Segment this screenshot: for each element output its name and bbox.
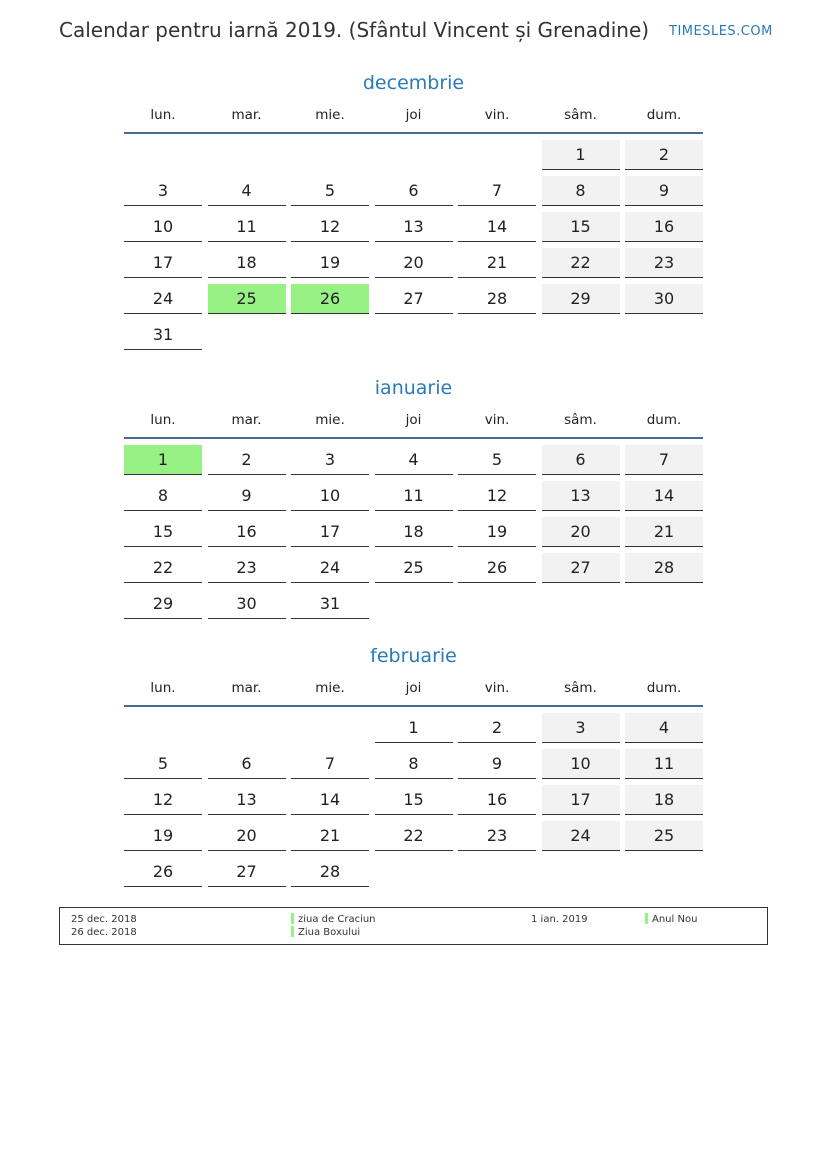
day-cell: 26 <box>458 553 536 583</box>
weekday-label: sâm. <box>564 412 597 428</box>
weekday-header <box>124 677 703 707</box>
day-cell: 14 <box>625 481 703 511</box>
day-cell: 30 <box>208 589 286 619</box>
day-cell: 6 <box>375 176 453 206</box>
month-name: decembrie <box>362 72 465 94</box>
day-cell: 4 <box>208 176 286 206</box>
day-cell: 21 <box>458 248 536 278</box>
weekday-label: mar. <box>231 680 262 696</box>
day-cell: 17 <box>291 517 369 547</box>
month-name: februarie <box>370 645 457 667</box>
day-cell: 29 <box>124 589 202 619</box>
day-cell: 28 <box>625 553 703 583</box>
day-cell: 13 <box>542 481 620 511</box>
day-cell: 10 <box>124 212 202 242</box>
day-cell: 8 <box>124 481 202 511</box>
day-cell: 31 <box>124 320 202 350</box>
month-0 <box>124 70 703 344</box>
weekday-label: vin. <box>484 412 510 428</box>
day-cell: 6 <box>542 445 620 475</box>
weekday-label: vin. <box>484 680 510 696</box>
brand-link[interactable]: TIMESLES.COM <box>669 24 773 39</box>
holiday-marker <box>645 913 648 924</box>
day-cell: 15 <box>375 785 453 815</box>
day-cell: 3 <box>291 445 369 475</box>
day-cell: 28 <box>291 857 369 887</box>
day-cell: 9 <box>208 481 286 511</box>
weekday-header <box>124 409 703 439</box>
day-cell: 15 <box>542 212 620 242</box>
day-cell: 18 <box>375 517 453 547</box>
weekday-label: joi <box>405 680 422 696</box>
day-cell: 14 <box>291 785 369 815</box>
day-cell: 7 <box>291 749 369 779</box>
day-cell: 23 <box>625 248 703 278</box>
day-cell: 16 <box>208 517 286 547</box>
day-cell: 17 <box>124 248 202 278</box>
day-cell: 11 <box>375 481 453 511</box>
day-cell: 24 <box>291 553 369 583</box>
day-cell: 2 <box>208 445 286 475</box>
legend-date-2: 26 dec. 2018 <box>71 927 137 938</box>
weekday-label: mie. <box>315 680 345 696</box>
day-cell: 6 <box>208 749 286 779</box>
holiday-marker <box>291 913 294 924</box>
weekday-label: mie. <box>315 107 345 123</box>
day-cell: 1 <box>542 140 620 170</box>
day-cell: 2 <box>458 713 536 743</box>
day-cell: 13 <box>375 212 453 242</box>
month-1 <box>124 375 703 613</box>
day-cell: 22 <box>124 553 202 583</box>
day-cell: 20 <box>375 248 453 278</box>
weekday-label: lun. <box>150 107 176 123</box>
legend-name-text: Anul Nou <box>652 914 698 925</box>
day-cell: 9 <box>625 176 703 206</box>
weekday-label: dum. <box>646 107 682 123</box>
day-cell: 12 <box>291 212 369 242</box>
day-cell: 21 <box>625 517 703 547</box>
legend-name-3 <box>645 913 697 926</box>
day-cell: 28 <box>458 284 536 314</box>
month-name: ianuarie <box>374 377 453 399</box>
day-cell: 1 <box>124 445 202 475</box>
weekday-label: sâm. <box>564 107 597 123</box>
day-cell: 9 <box>458 749 536 779</box>
day-cell: 13 <box>208 785 286 815</box>
day-cell: 3 <box>542 713 620 743</box>
day-cell: 5 <box>124 749 202 779</box>
weekday-label: mar. <box>231 412 262 428</box>
day-cell: 18 <box>208 248 286 278</box>
day-cell: 27 <box>375 284 453 314</box>
day-cell: 4 <box>375 445 453 475</box>
day-cell: 18 <box>625 785 703 815</box>
legend-name-text: ziua de Craciun <box>298 914 376 925</box>
day-cell: 19 <box>124 821 202 851</box>
day-cell: 12 <box>124 785 202 815</box>
day-cell: 10 <box>291 481 369 511</box>
day-cell: 11 <box>625 749 703 779</box>
legend-name-1 <box>291 913 376 926</box>
weekday-label: joi <box>405 107 422 123</box>
day-cell: 19 <box>291 248 369 278</box>
day-cell: 3 <box>124 176 202 206</box>
day-cell: 26 <box>124 857 202 887</box>
day-cell: 20 <box>542 517 620 547</box>
day-cell: 7 <box>458 176 536 206</box>
day-cell: 26 <box>291 284 369 314</box>
day-cell: 10 <box>542 749 620 779</box>
weekday-label: mie. <box>315 412 345 428</box>
day-cell: 7 <box>625 445 703 475</box>
day-cell: 29 <box>542 284 620 314</box>
weekday-label: dum. <box>646 680 682 696</box>
weekday-label: vin. <box>484 107 510 123</box>
weekday-label: lun. <box>150 680 176 696</box>
day-cell: 19 <box>458 517 536 547</box>
legend-date-3: 1 ian. 2019 <box>531 914 588 925</box>
day-cell: 12 <box>458 481 536 511</box>
holiday-marker <box>291 926 294 937</box>
day-cell: 27 <box>208 857 286 887</box>
weekday-label: dum. <box>646 412 682 428</box>
day-cell: 25 <box>208 284 286 314</box>
day-cell: 24 <box>542 821 620 851</box>
day-cell: 25 <box>625 821 703 851</box>
day-cell: 22 <box>375 821 453 851</box>
weekday-label: mar. <box>231 107 262 123</box>
day-cell: 15 <box>124 517 202 547</box>
day-cell: 8 <box>375 749 453 779</box>
day-cell: 8 <box>542 176 620 206</box>
day-cell: 2 <box>625 140 703 170</box>
day-cell: 16 <box>625 212 703 242</box>
day-cell: 20 <box>208 821 286 851</box>
weekday-label: sâm. <box>564 680 597 696</box>
day-cell: 25 <box>375 553 453 583</box>
day-cell: 5 <box>458 445 536 475</box>
day-cell: 14 <box>458 212 536 242</box>
day-cell: 24 <box>124 284 202 314</box>
legend-name-text: Ziua Boxului <box>298 927 361 938</box>
day-cell: 4 <box>625 713 703 743</box>
day-cell: 23 <box>208 553 286 583</box>
day-cell: 1 <box>375 713 453 743</box>
day-cell: 11 <box>208 212 286 242</box>
weekday-label: lun. <box>150 412 176 428</box>
page-title: Calendar pentru iarnă 2019. (Sfântul Vincent și Grenadine) <box>59 18 650 42</box>
month-2 <box>124 643 703 881</box>
day-cell: 5 <box>291 176 369 206</box>
legend-date-1: 25 dec. 2018 <box>71 914 137 925</box>
legend-name-2 <box>291 926 360 939</box>
holiday-legend <box>59 907 768 945</box>
day-cell: 17 <box>542 785 620 815</box>
day-cell: 23 <box>458 821 536 851</box>
weekday-label: joi <box>405 412 422 428</box>
day-cell: 16 <box>458 785 536 815</box>
weekday-header <box>124 104 703 134</box>
day-cell: 31 <box>291 589 369 619</box>
day-cell: 27 <box>542 553 620 583</box>
day-cell: 30 <box>625 284 703 314</box>
day-cell: 22 <box>542 248 620 278</box>
day-cell: 21 <box>291 821 369 851</box>
